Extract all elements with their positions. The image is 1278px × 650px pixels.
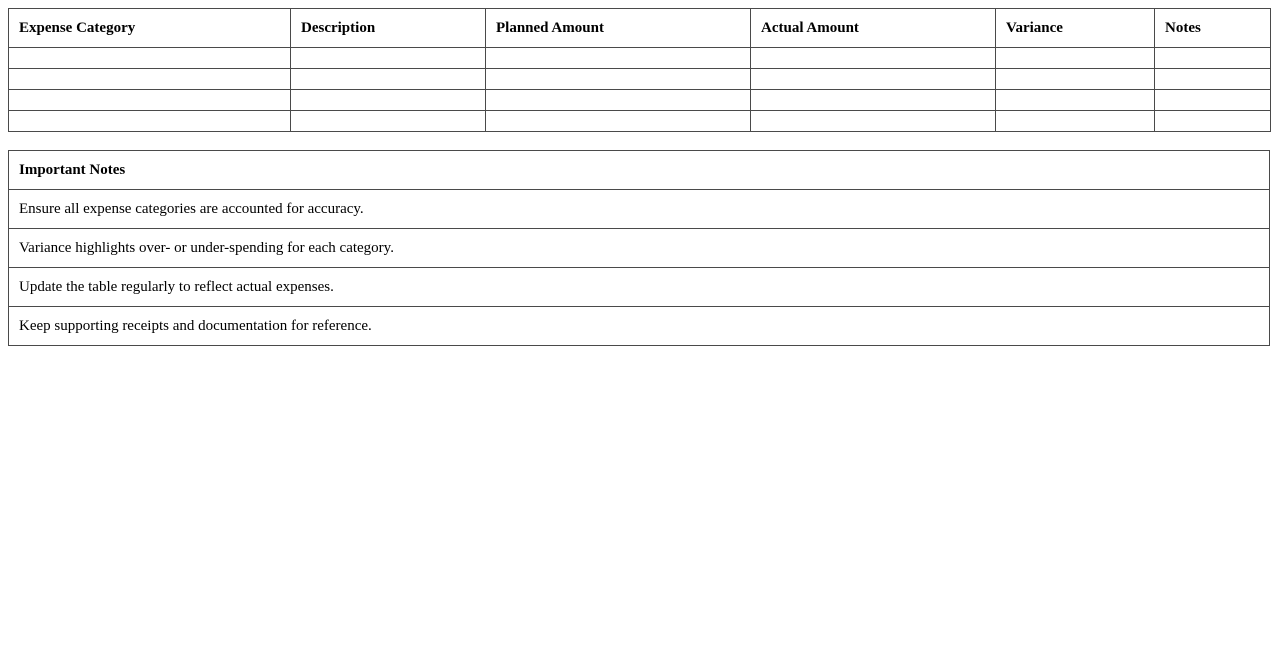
list-item: [9, 307, 1270, 346]
table-cell: [1155, 48, 1271, 69]
table-cell: [9, 90, 291, 111]
table-cell: [996, 111, 1155, 132]
header-notes: Notes: [1155, 9, 1271, 48]
note-text: Variance highlights over- or under-spending for each category.: [9, 229, 1270, 268]
table-cell: [9, 111, 291, 132]
table-cell: [486, 111, 751, 132]
table-cell: [751, 90, 996, 111]
list-item: [9, 268, 1270, 307]
header-planned-amount: Planned Amount: [486, 9, 751, 48]
header-variance: Variance: [996, 9, 1155, 48]
budget-table: [8, 8, 1271, 132]
table-cell: [751, 48, 996, 69]
table-cell: [1155, 69, 1271, 90]
table-cell: [9, 48, 291, 69]
table-cell: [996, 48, 1155, 69]
list-item: [9, 229, 1270, 268]
important-notes-table: [8, 150, 1270, 346]
table-cell: [1155, 90, 1271, 111]
notes-header-row: [9, 151, 1270, 190]
table-row: [9, 69, 1271, 90]
table-cell: [996, 69, 1155, 90]
table-cell: [751, 69, 996, 90]
table-cell: [486, 48, 751, 69]
table-cell: [751, 111, 996, 132]
table-row: [9, 90, 1271, 111]
header-description: Description: [291, 9, 486, 48]
note-text: Ensure all expense categories are accounted for accuracy.: [9, 190, 1270, 229]
list-item: [9, 190, 1270, 229]
table-cell: [291, 69, 486, 90]
table-cell: [9, 69, 291, 90]
notes-title: Important Notes: [9, 151, 1270, 190]
table-cell: [486, 69, 751, 90]
table-cell: [486, 90, 751, 111]
table-row: [9, 48, 1271, 69]
note-text: Update the table regularly to reflect actual expenses.: [9, 268, 1270, 307]
table-header-row: [9, 9, 1271, 48]
note-text: Keep supporting receipts and documentation for reference.: [9, 307, 1270, 346]
table-row: [9, 111, 1271, 132]
header-actual-amount: Actual Amount: [751, 9, 996, 48]
table-cell: [291, 90, 486, 111]
table-cell: [996, 90, 1155, 111]
table-cell: [1155, 111, 1271, 132]
table-cell: [291, 48, 486, 69]
header-expense-category: Expense Category: [9, 9, 291, 48]
table-cell: [291, 111, 486, 132]
